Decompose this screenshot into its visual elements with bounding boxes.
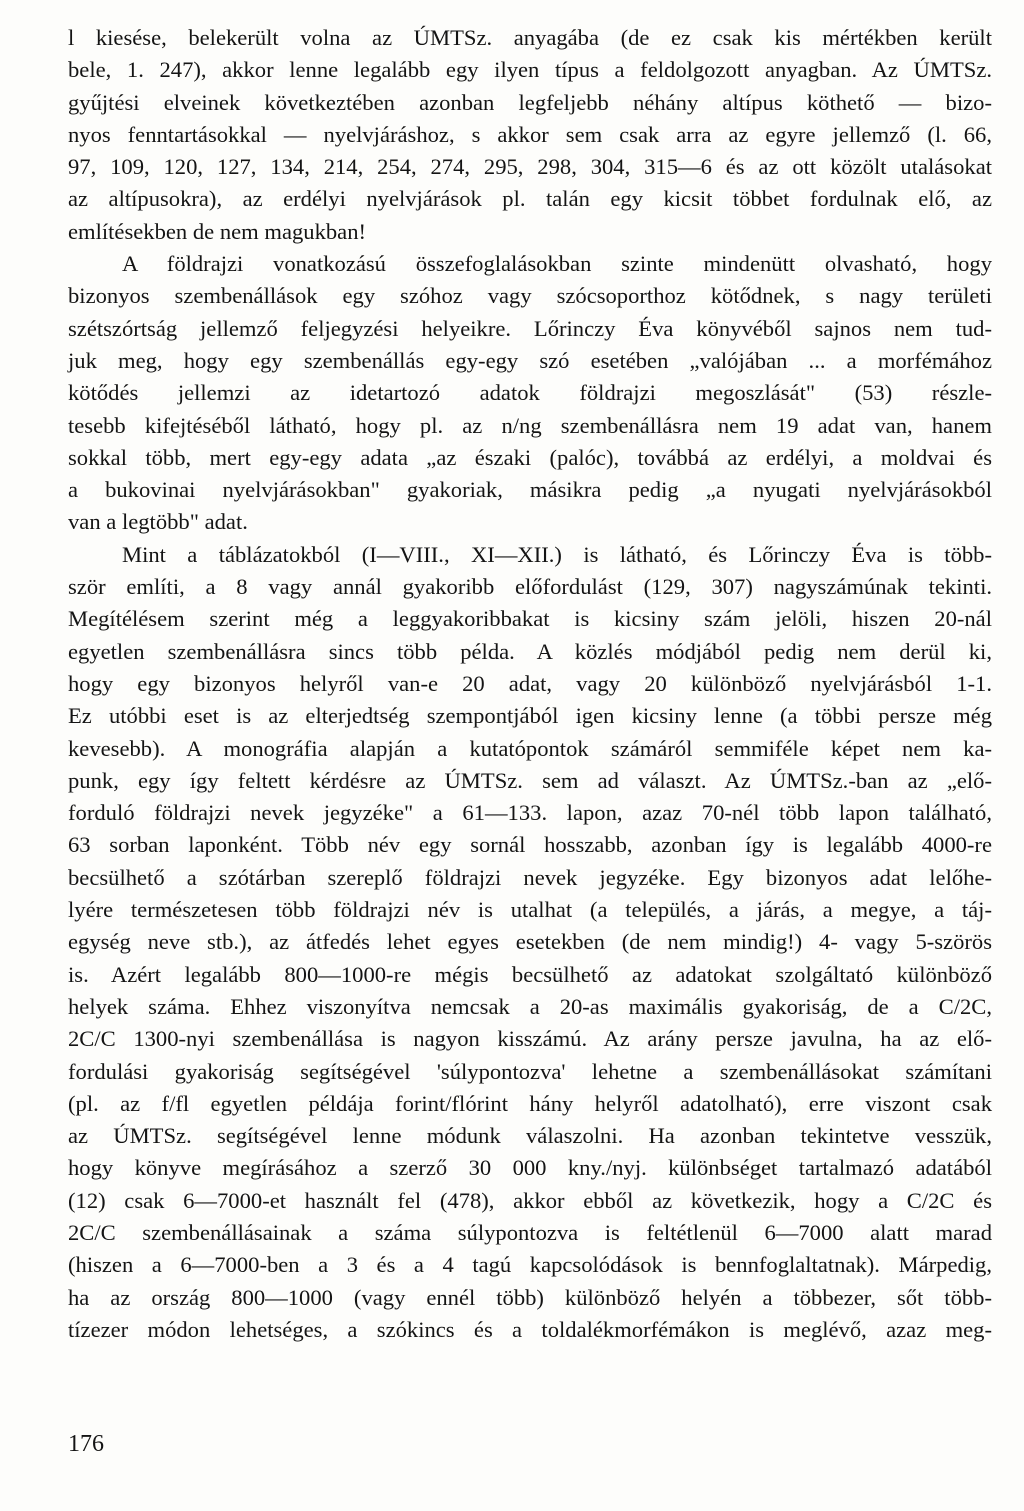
text-line: 2C/C szembenállásainak a száma súlypontozva is feltétlenül 6—7000 alatt marad (68, 1219, 992, 1245)
text-line: a bukovinai nyelvjárásokban" gyakoriak, másikra pedig „a nyugati nyelvjárásokból (68, 477, 992, 503)
text-line: lyére természetesen több földrajzi név is utalhat (a település, a járás, a megye, a táj- (68, 897, 992, 923)
page-number: 176 (68, 1431, 104, 1457)
text-line: szétszórtság jellemző feljegyzési helyeikre. Lőrinczy Éva könyvéből sajnos nem tud- (68, 315, 992, 341)
text-line: bele, 1. 247), akkor lenne legalább egy ilyen típus a feldolgozott anyagban. Az ÚMTSz. (68, 57, 992, 83)
text-line: az altípusokra), az erdélyi nyelvjárások pl. talán egy kicsit többet fordulnak elő, az (68, 186, 992, 212)
text-line: l kiesése, belekerült volna az ÚMTSz. anyagába (de ez csak kis mértékben került (68, 25, 992, 50)
text-line: (hiszen a 6—7000-ben a 3 és a 4 tagú kapcsolódások is bennfoglaltatnak). Márpedig, (68, 1252, 992, 1278)
text-line: forduló földrajzi nevek jegyzéke" a 61—133. lapon, azaz 70-nél több lapon található, (68, 800, 992, 826)
text-line: (12) csak 6—7000-et használt fel (478), akkor ebből az következik, hogy a C/2C és (68, 1187, 992, 1213)
text-line: 63 sorban laponként. Több név egy sornál hosszabb, azonban így is legalább 4000-re (68, 832, 992, 858)
paragraph-1 (68, 22, 992, 248)
text-line: Mint a táblázatokból (I—VIII., XI—XII.) is látható, és Lőrinczy Éva is több- (122, 541, 992, 567)
paragraph-3 (68, 539, 992, 1346)
paragraph-2 (68, 248, 992, 539)
text-line: Megítélésem szerint még a leggyakoribbakat is kicsiny szám jelöli, hiszen 20-nál (68, 606, 992, 632)
text-line: A földrajzi vonatkozású összefoglalásokban szinte mindenütt olvasható, hogy (122, 251, 992, 277)
text-line: sokkal több, mert egy-egy adata „az északi (palóc), továbbá az erdélyi, a moldvai és (68, 444, 992, 470)
text-line: egység neve stb.), az átfedés lehet egyes esetekben (de nem mindig!) 4- vagy 5-szörös (68, 929, 992, 955)
text-line: tesebb kifejtéséből látható, hogy pl. az n/ng szembenállásra nem 19 adat van, hanem (68, 412, 992, 438)
text-line: punk, egy így feltett kérdésre az ÚMTSz. sem ad választ. Az ÚMTSz.-ban az „elő- (68, 767, 992, 793)
text-line: Ez utóbbi eset is az elterjedtség szempontjából igen kicsiny lenne (a többi persze még (68, 703, 992, 729)
text-line: van a legtöbb" adat. (68, 509, 248, 535)
text-line: említésekben de nem magukban! (68, 218, 367, 244)
text-line: bizonyos szembenállások egy szóhoz vagy szócsoporthoz kötődnek, s nagy területi (68, 283, 992, 309)
text-line: ször említi, a 8 vagy annál gyakoribb előfordulást (129, 307) nagyszámúnak tekinti. (68, 574, 992, 600)
text-line: helyek száma. Ehhez viszonyítva nemcsak a 20-as maximális gyakoriság, de a C/2C, (68, 993, 992, 1019)
text-line: is. Azért legalább 800—1000-re mégis becsülhető az adatokat szolgáltató különböző (68, 961, 992, 987)
text-line: 2C/C 1300-nyi szembenállása is nagyon kisszámú. Az arány persze javulna, ha az elő- (68, 1026, 992, 1052)
text-line: hogy könyve megírásához a szerző 30 000 kny./nyj. különbséget tartalmazó adatából (68, 1155, 992, 1181)
text-line: 97, 109, 120, 127, 134, 214, 254, 274, 295, 298, 304, 315—6 és az ott közölt utalásokat (68, 154, 992, 180)
text-line: gyűjtési elveinek következtében azonban legfeljebb néhány altípus köthető — bizo- (68, 89, 992, 115)
text-line: egyetlen szembenállásra sincs több példa. A közlés módjából pedig nem derül ki, (68, 638, 992, 664)
text-line: kevesebb). A monográfia alapján a kutatópontok számáról semmiféle képet nem ka- (68, 735, 992, 761)
text-line: ha az ország 800—1000 (vagy ennél több) különböző helyén a többezer, sőt több- (68, 1284, 992, 1310)
text-line: juk meg, hogy egy szembenállás egy-egy szó esetében „valójában ... a morfémához (68, 347, 992, 373)
text-line: (pl. az f/fl egyetlen példája forint/flórint hány helyről adatolható), erre viszont csak (68, 1090, 992, 1116)
text-line: hogy egy bizonyos helyről van-e 20 adat, vagy 20 különböző nyelvjárásból 1-1. (68, 670, 992, 696)
text-line: becsülhető a szótárban szereplő földrajzi nevek jegyzéke. Egy bizonyos adat lelőhe- (68, 864, 992, 890)
text-line: fordulási gyakoriság segítségével 'súlypontozva' lehetne a szembenállásokat számítani (68, 1058, 992, 1084)
text-line: kötődés jellemzi az idetartozó adatok földrajzi megoszlását" (53) részle- (68, 380, 992, 406)
text-line: nyos fenntartásokkal — nyelvjáráshoz, s akkor sem csak arra az egyre jellemző (l. 66, (68, 121, 992, 147)
body-text (68, 22, 992, 1346)
text-line: tízezer módon lehetséges, a szókincs és a toldalékmorfémákon is meglévő, azaz meg- (68, 1316, 992, 1342)
text-line: az ÚMTSz. segítségével lenne módunk válaszolni. Ha azonban tekintetve vesszük, (68, 1123, 992, 1149)
